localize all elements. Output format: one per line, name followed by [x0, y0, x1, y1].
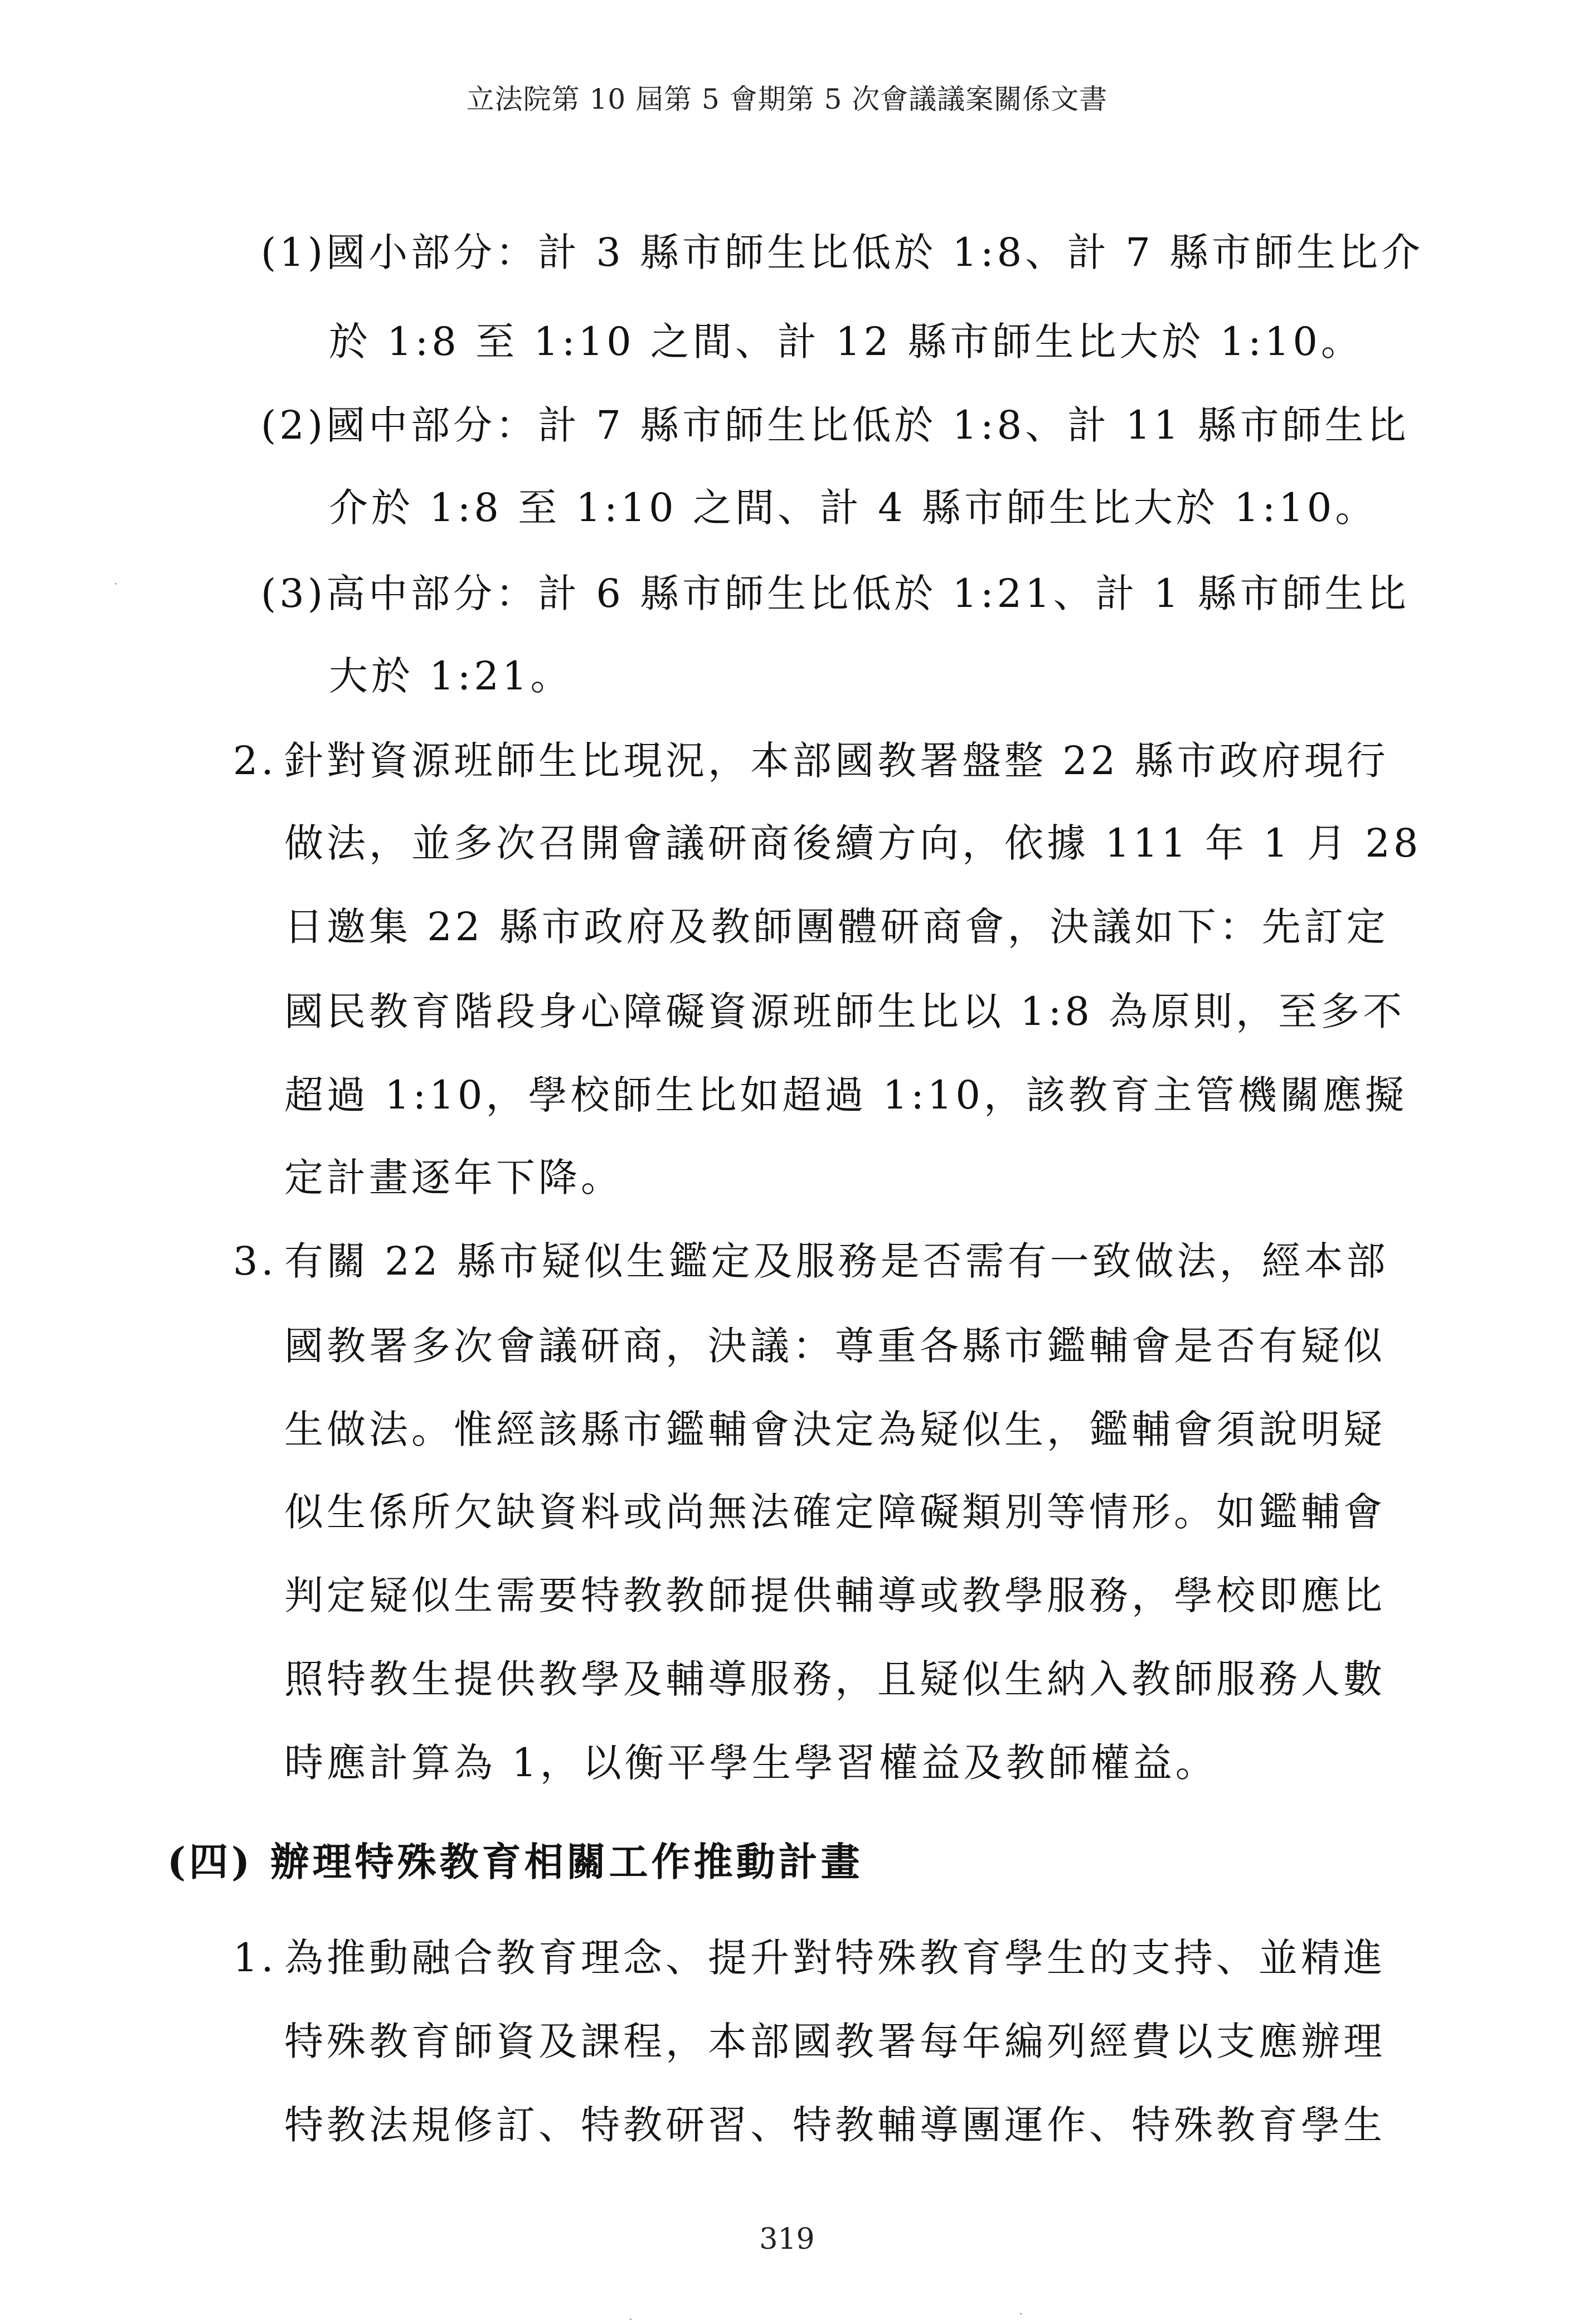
numbered-item-3-line-5: 判定疑似生需要特教教師提供輔導或教學服務，學校即應比	[284, 1573, 1386, 1618]
numbered-item-2-line-4: 國民教育階段身心障礙資源班師生比以 1:8 為原則，至多不	[284, 989, 1406, 1034]
numbered-item-3-line-6: 照特教生提供教學及輔導服務，且疑似生納入教師服務人數	[284, 1656, 1386, 1702]
numbered-item-2-line-6: 定計畫逐年下降。	[284, 1155, 623, 1200]
numbered-item-3-line-4: 似生係所欠缺資料或尚無法確定障礙類別等情形。如鑑輔會	[284, 1489, 1386, 1535]
numbered-item-3-line-7: 時應計算為 1，以衡平學生學習權益及教師權益。	[284, 1740, 1218, 1786]
list-marker: 1.	[233, 1935, 277, 1981]
numbered-item-2-line-1: 2. 針對資源班師生比現況，本部國教署盤整 22 縣市政府現行	[233, 738, 1389, 784]
list-marker: 2.	[233, 738, 277, 784]
list-item-2-line-2: 介於 1:8 至 1:10 之間、計 4 縣市師生比大於 1:10。	[329, 485, 1378, 531]
list-item-1-line-2: 於 1:8 至 1:10 之間、計 12 縣市師生比大於 1:10。	[329, 319, 1363, 364]
scan-speck	[630, 2318, 631, 2320]
numbered-item-3-line-1: 3. 有關 22 縣市疑似生鑑定及服務是否需有一致做法，經本部	[233, 1238, 1389, 1284]
numbered-item-3-line-3: 生做法。惟經該縣市鑑輔會決定為疑似生，鑑輔會須說明疑	[284, 1407, 1386, 1452]
scan-speck	[115, 583, 116, 585]
list-marker: (3)	[261, 571, 327, 616]
list-marker: (2)	[261, 402, 327, 448]
numbered-item-3-line-2: 國教署多次會議研商，決議：尊重各縣市鑑輔會是否有疑似	[284, 1323, 1386, 1369]
page-number: 319	[759, 2223, 815, 2256]
numbered-item-2-line-2: 做法，並多次召開會議研商後續方向，依據 111 年 1 月 28	[284, 820, 1422, 866]
list-item-3-line-2: 大於 1:21。	[329, 653, 573, 699]
numbered-item-2-line-5: 超過 1:10，學校師生比如超過 1:10，該教育主管機關應擬	[284, 1072, 1407, 1118]
section4-item-1-line-1: 1. 為推動融合教育理念、提升對特殊教育學生的支持、並精進	[233, 1935, 1386, 1981]
list-item-2-line-1: (2)國中部分：計 7 縣市師生比低於 1:8、計 11 縣市師生比	[261, 402, 1410, 448]
section-heading: (四) 辦理特殊教育相關工作推動計畫	[167, 1839, 863, 1885]
list-item-1-line-1: (1)國小部分：計 3 縣市師生比低於 1:8、計 7 縣市師生比介	[261, 230, 1424, 275]
numbered-item-2-line-3: 日邀集 22 縣市政府及教師團體研商會，決議如下：先訂定	[284, 904, 1389, 950]
scan-speck	[1020, 2313, 1022, 2315]
section4-item-1-line-2: 特殊教育師資及課程，本部國教署每年編列經費以支應辦理	[284, 2019, 1386, 2064]
section4-item-1-line-3: 特教法規修訂、特教研習、特教輔導團運作、特殊教育學生	[284, 2102, 1386, 2148]
list-marker: 3.	[233, 1238, 277, 1284]
list-marker: (1)	[261, 230, 327, 275]
document-header: 立法院第 10 屆第 5 會期第 5 次會議議案關係文書	[466, 83, 1108, 115]
list-item-3-line-1: (3)高中部分：計 6 縣市師生比低於 1:21、計 1 縣市師生比	[261, 571, 1410, 616]
